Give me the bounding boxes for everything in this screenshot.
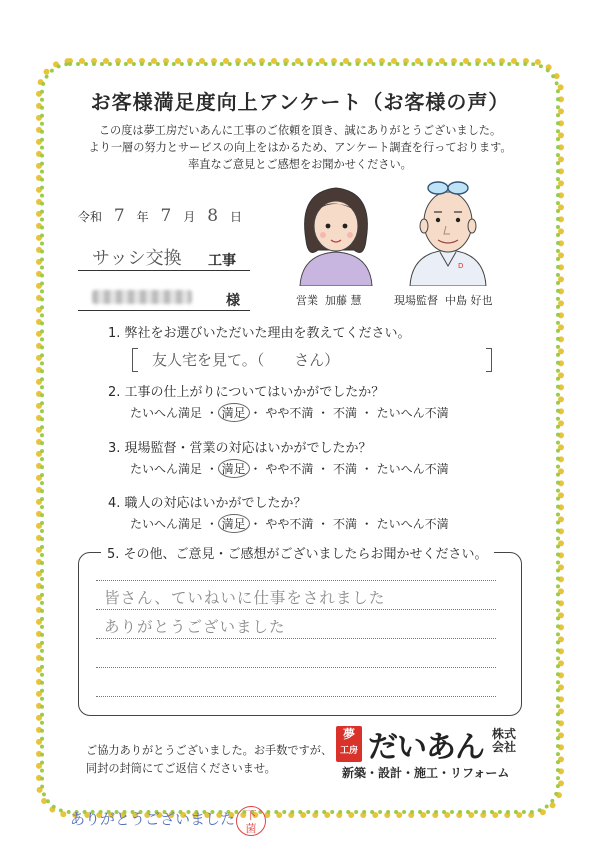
question-3 [108, 437, 372, 456]
staff-name: 加藤 慧 [325, 294, 362, 307]
logo-corp-line: 会社 [492, 740, 517, 754]
svg-text:D: D [458, 262, 464, 270]
comment-line [96, 667, 496, 668]
logo-corp-line: 株式 [492, 727, 517, 741]
staff-role: 営業 [296, 294, 318, 307]
question-number: 1. [108, 326, 121, 341]
question-4 [108, 492, 307, 511]
intro-line: 率直なご意見とご感想をお聞かせください。 [188, 158, 412, 171]
customer-name-redacted [92, 290, 192, 304]
question-2 [108, 381, 384, 400]
customer-signature: ありがとうございました [70, 810, 236, 828]
customer-honorific: 様 [226, 293, 240, 309]
option: たいへん満足 [130, 517, 203, 531]
option: たいへん満足 [130, 406, 203, 420]
question-text: その他、ご意見・ご感想がございましたらお聞かせください。 [123, 547, 488, 562]
question-number: 3. [108, 441, 121, 456]
seal-stamp [236, 806, 266, 836]
question-text: 工事の仕上がりについてはいかがでしたか？ [124, 385, 385, 400]
question-text: 職人の対応はいかがでしたか？ [124, 496, 307, 511]
year-value: 7 [113, 206, 125, 226]
day-value: 8 [207, 206, 219, 226]
bracket-left [132, 348, 138, 372]
comment-line [96, 580, 496, 581]
intro-text [0, 122, 600, 173]
logo-corp [492, 728, 516, 754]
option: たいへん不満 [376, 517, 449, 531]
comment-text: 皆さん、ていねいに仕事をされました [104, 589, 386, 607]
month-value: 7 [160, 206, 172, 226]
option: やや不満 [265, 462, 314, 476]
comment-line [96, 609, 496, 610]
option: 不満 [332, 406, 357, 420]
question-3-options: たいへん満足 ・ 満足 ・ やや不満 ・ 不満 ・ たいへん不満 [130, 460, 449, 477]
work-value: サッシ交換 [92, 248, 182, 269]
stamp-line: 菌 [245, 822, 257, 835]
question-5 [101, 543, 494, 562]
comment-line [96, 638, 496, 639]
comment-line [96, 696, 496, 697]
option-selected: 満足 [218, 459, 250, 478]
staff-role: 現場監督 [394, 294, 438, 307]
question-text: 現場監督・営業の対応はいかがでしたか？ [124, 441, 372, 456]
option: たいへん不満 [376, 406, 449, 420]
thanks-line: ご協力ありがとうございました。お手数ですが、 [86, 744, 333, 757]
option-selected: 満足 [218, 403, 250, 422]
option: 不満 [332, 462, 357, 476]
answer-1-bracket [132, 350, 492, 370]
era-label: 令和 [78, 210, 103, 224]
question-text: 弊社をお選びいただいた理由を教えてください。 [124, 326, 411, 341]
option: やや不満 [265, 406, 314, 420]
option: たいへん満足 [130, 462, 203, 476]
year-unit: 年 [136, 210, 149, 224]
intro-line: この度は夢工房だいあんに工事のご依頼を頂き、誠にありがとうございました。 [98, 124, 502, 137]
survey-title: お客様満足度向上アンケート（お客様の声） [90, 90, 510, 114]
question-number: 4. [108, 496, 121, 511]
month-unit: 月 [183, 210, 196, 224]
answer-1-text: 友人宅を見て。（ さん） [152, 351, 340, 369]
question-number: 2. [108, 385, 121, 400]
logo-mark-line: 工房 [339, 746, 358, 756]
thanks-message [86, 742, 332, 778]
logo-mark-line: 夢 [342, 727, 355, 741]
question-number: 5. [107, 547, 120, 562]
date-field [78, 206, 242, 226]
question-2-options: たいへん満足 ・ 満足 ・ やや不満 ・ 不満 ・ たいへん不満 [130, 404, 449, 421]
option: やや不満 [265, 517, 314, 531]
customer-field [78, 286, 250, 311]
work-field [78, 242, 250, 271]
day-unit: 日 [230, 210, 243, 224]
bracket-right [486, 348, 492, 372]
option-selected: 満足 [218, 514, 250, 533]
logo-name: だいあん [368, 730, 484, 765]
intro-line: より一層の努力とサービスの向上をはかるため、アンケート調査を行っております。 [88, 141, 512, 154]
company-logo [336, 722, 526, 782]
question-4-options: たいへん満足 ・ 満足 ・ やや不満 ・ 不満 ・ たいへん不満 [130, 515, 449, 532]
work-label: 工事 [208, 253, 236, 269]
comment-text: ありがとうございました [104, 618, 286, 636]
logo-mark [336, 726, 362, 762]
option: たいへん不満 [376, 462, 449, 476]
stamp-line: 下 [245, 809, 257, 822]
option: 不満 [332, 517, 357, 531]
question-1 [108, 322, 411, 341]
thanks-line: 同封の封筒にてご返信くださいませ。 [86, 762, 276, 775]
logo-tagline: 新築・設計・施工・リフォーム [342, 766, 510, 780]
staff-name: 中島 好也 [445, 294, 493, 307]
